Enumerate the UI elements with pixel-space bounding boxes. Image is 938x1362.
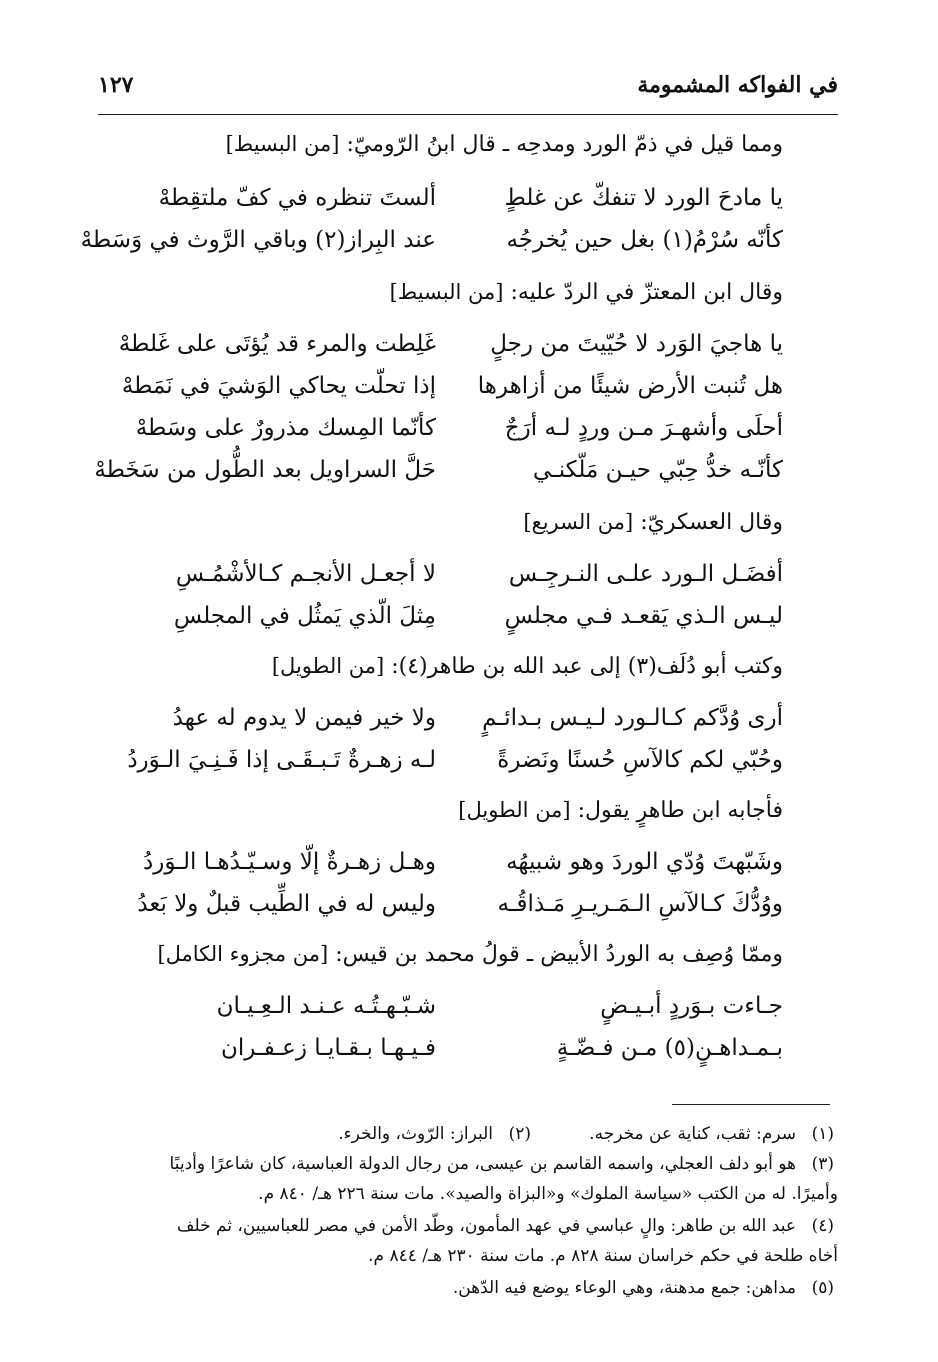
verse-second-hemistich: كأنّما المِسك مذرورٌ على وسَطهْ bbox=[135, 415, 436, 441]
footnote-number: (٣) bbox=[811, 1154, 834, 1174]
verse-line bbox=[120, 849, 783, 885]
poem-intro bbox=[272, 656, 783, 678]
verse-first-hemistich: ووُدُّكَ كـالآسِ الـمَـريـرِ مَـذاقُـه bbox=[497, 891, 783, 917]
footnote-text: هو أبو دلف العجلي، واسمه القاسم بن عيسى، من رجال الدولة العباسية، كان شاعرًا وأديبًا bbox=[169, 1154, 796, 1174]
verse-line bbox=[120, 415, 783, 451]
verse-first-hemistich: بـمـداهـنٍ(٥) مـن فـضّـةٍ bbox=[556, 1035, 783, 1061]
chapter-title: في الفواكه المشمومة bbox=[637, 72, 838, 98]
footnote-text: مداهن: جمع مدهنة، وهي الوعاء يوضع فيه الدّهن. bbox=[452, 1278, 796, 1298]
meter-label: [من الطويل] bbox=[458, 798, 571, 822]
verse-first-hemistich: ليـس الـذي يَقعـد فـي مجلسٍ bbox=[504, 603, 783, 629]
verse-second-hemistich: عند البِراز(٢) وباقي الرَّوث في وَسَطهْ bbox=[80, 227, 436, 253]
footnote-number: (٤) bbox=[811, 1216, 834, 1236]
intro-text: فأجابه ابن طاهرٍ يقول: bbox=[577, 798, 783, 823]
poem-intro bbox=[226, 134, 783, 156]
footnote-number: (١) bbox=[811, 1124, 834, 1144]
meter-label: [من البسيط] bbox=[225, 132, 340, 156]
verse-first-hemistich: جـاءت بـوَردٍ أبـيـضٍ bbox=[600, 993, 783, 1019]
verse-second-hemistich: ألستَ تنظره في كفّ ملتقِطهْ bbox=[158, 185, 436, 211]
verse-second-hemistich: مِثلَ الّذي يَمثُل في المجلسِ bbox=[173, 603, 436, 629]
verse-second-hemistich: شـبّـهـتُـه عـنـد الـعِـيـان bbox=[216, 993, 436, 1019]
verse-second-hemistich: فـيـهـا بـقـايـا زعـفـران bbox=[221, 1035, 436, 1061]
intro-text: ومما قيل في ذمّ الورد ومدحِه ـ قال ابنُ الرّوميّ: bbox=[346, 132, 783, 157]
verse-first-hemistich: أفضَـل الـورد علـى النـرجِـس bbox=[508, 561, 783, 587]
poem-intro bbox=[390, 282, 783, 304]
verse-second-hemistich: إذا تحلّت يحاكي الوَشيَ في نَمَطهْ bbox=[121, 373, 436, 399]
footnote-number: (٢) bbox=[508, 1124, 531, 1144]
footnote-continuation: وأميرًا. له من الكتب «سياسة الملوك» و«البزاة والصيد». مات سنة ٢٢٦ هـ/ ٨٤٠ م. bbox=[258, 1184, 838, 1204]
intro-text: وكتب أبو دُلَف(٣) إلى عبد الله بن طاهر(٤): bbox=[391, 654, 783, 679]
footnote-text: البراز: الرّوث، والخرء. bbox=[338, 1124, 493, 1144]
footnote-number: (٥) bbox=[811, 1278, 834, 1298]
verse-first-hemistich: وحُبّي لكم كالآسِ حُسنًا ونَضرةً bbox=[497, 747, 783, 773]
running-header bbox=[98, 70, 838, 110]
verse-line bbox=[120, 373, 783, 409]
verse-line bbox=[120, 891, 783, 927]
verse-first-hemistich: يا مادحَ الورد لا تنفكّ عن غلطٍ bbox=[504, 185, 783, 211]
verse-second-hemistich: غَلِطت والمرء قد يُؤتَى على غَلطهْ bbox=[118, 331, 436, 357]
page-number: ١٢٧ bbox=[98, 72, 134, 98]
intro-text: وقال العسكريّ: bbox=[640, 510, 783, 535]
verse-line bbox=[120, 705, 783, 741]
verse-second-hemistich: ولا خير فيمن لا يدوم له عهدُ bbox=[172, 705, 436, 731]
verse-line bbox=[120, 561, 783, 597]
header-rule bbox=[98, 114, 838, 115]
intro-text: وممّا وُصِف به الوردُ الأبيض ـ قولُ محمد بن قيس: bbox=[335, 942, 783, 967]
verse-line bbox=[80, 227, 783, 263]
verse-first-hemistich: أرى وُدَّكم كـالـورد لـيـس بـدائـمٍ bbox=[482, 705, 783, 731]
verse-first-hemistich: وشَبّهتَ وُدّي الوردَ وهو شبيهُه bbox=[506, 849, 783, 875]
verse-line bbox=[120, 1035, 783, 1071]
verse-second-hemistich: حَلَّ السراويل بعد الطُّول من سَخَطهْ bbox=[94, 457, 436, 483]
poem-intro bbox=[157, 944, 783, 966]
verse-line bbox=[120, 185, 783, 221]
poem-intro bbox=[458, 800, 783, 822]
verse-second-hemistich: لـه زهـرةٌ تَـبـقَـى إذا فَـنِـيَ الـوَردُ bbox=[127, 747, 436, 773]
verse-second-hemistich: لا أجعـل الأنجـم كـالأشْمُـسِ bbox=[175, 561, 436, 587]
verse-line bbox=[120, 603, 783, 639]
verse-line bbox=[120, 993, 783, 1029]
meter-label: [من مجزوء الكامل] bbox=[157, 942, 329, 966]
verse-first-hemistich: يا هاجيَ الوَرد لا حُيّيتَ من رجلٍ bbox=[490, 331, 783, 357]
verse-line bbox=[94, 457, 783, 493]
verse-second-hemistich: وليس له في الطِّيب قبلٌ ولا بَعدُ bbox=[137, 891, 436, 917]
verse-line bbox=[120, 747, 783, 783]
poem-intro bbox=[523, 512, 783, 534]
meter-label: [من الطويل] bbox=[271, 654, 385, 678]
footnote-continuation: أخاه طلحة في حكم خراسان سنة ٨٢٨ م. مات سنة ٢٣٠ هـ/ ٨٤٤ م. bbox=[368, 1246, 838, 1266]
verse-first-hemistich: أحلَى وأشهـرَ مـن وردٍ لـه أرَجٌ bbox=[504, 415, 783, 441]
meter-label: [من البسيط] bbox=[389, 280, 504, 304]
intro-text: وقال ابن المعتزّ في الردّ عليه: bbox=[510, 280, 783, 305]
verse-line bbox=[120, 331, 783, 367]
meter-label: [من السريع] bbox=[523, 510, 634, 534]
verse-first-hemistich: كأنّه سُرْمُ(١) بغل حين يُخرجُه bbox=[506, 227, 783, 253]
verse-first-hemistich: هل تُنبت الأرض شيئًا من أزاهرها bbox=[477, 373, 783, 399]
footnotes-rule bbox=[672, 1104, 830, 1105]
footnote-text: عبد الله بن طاهر: والٍ عباسي في عهد المأمون، وطّد الأمن في مصر للعباسيين، ثم خلف bbox=[176, 1216, 796, 1236]
verse-second-hemistich: وهـل زهـرةٌ إلّا وسـيّـدُهـا الـوَردُ bbox=[143, 849, 436, 875]
verse-first-hemistich: كأنّـه خدُّ حِبّي حيـن مَلّكنـي bbox=[532, 457, 783, 483]
footnote-text: سرم: ثقب، كناية عن مخرجه. bbox=[589, 1124, 796, 1144]
